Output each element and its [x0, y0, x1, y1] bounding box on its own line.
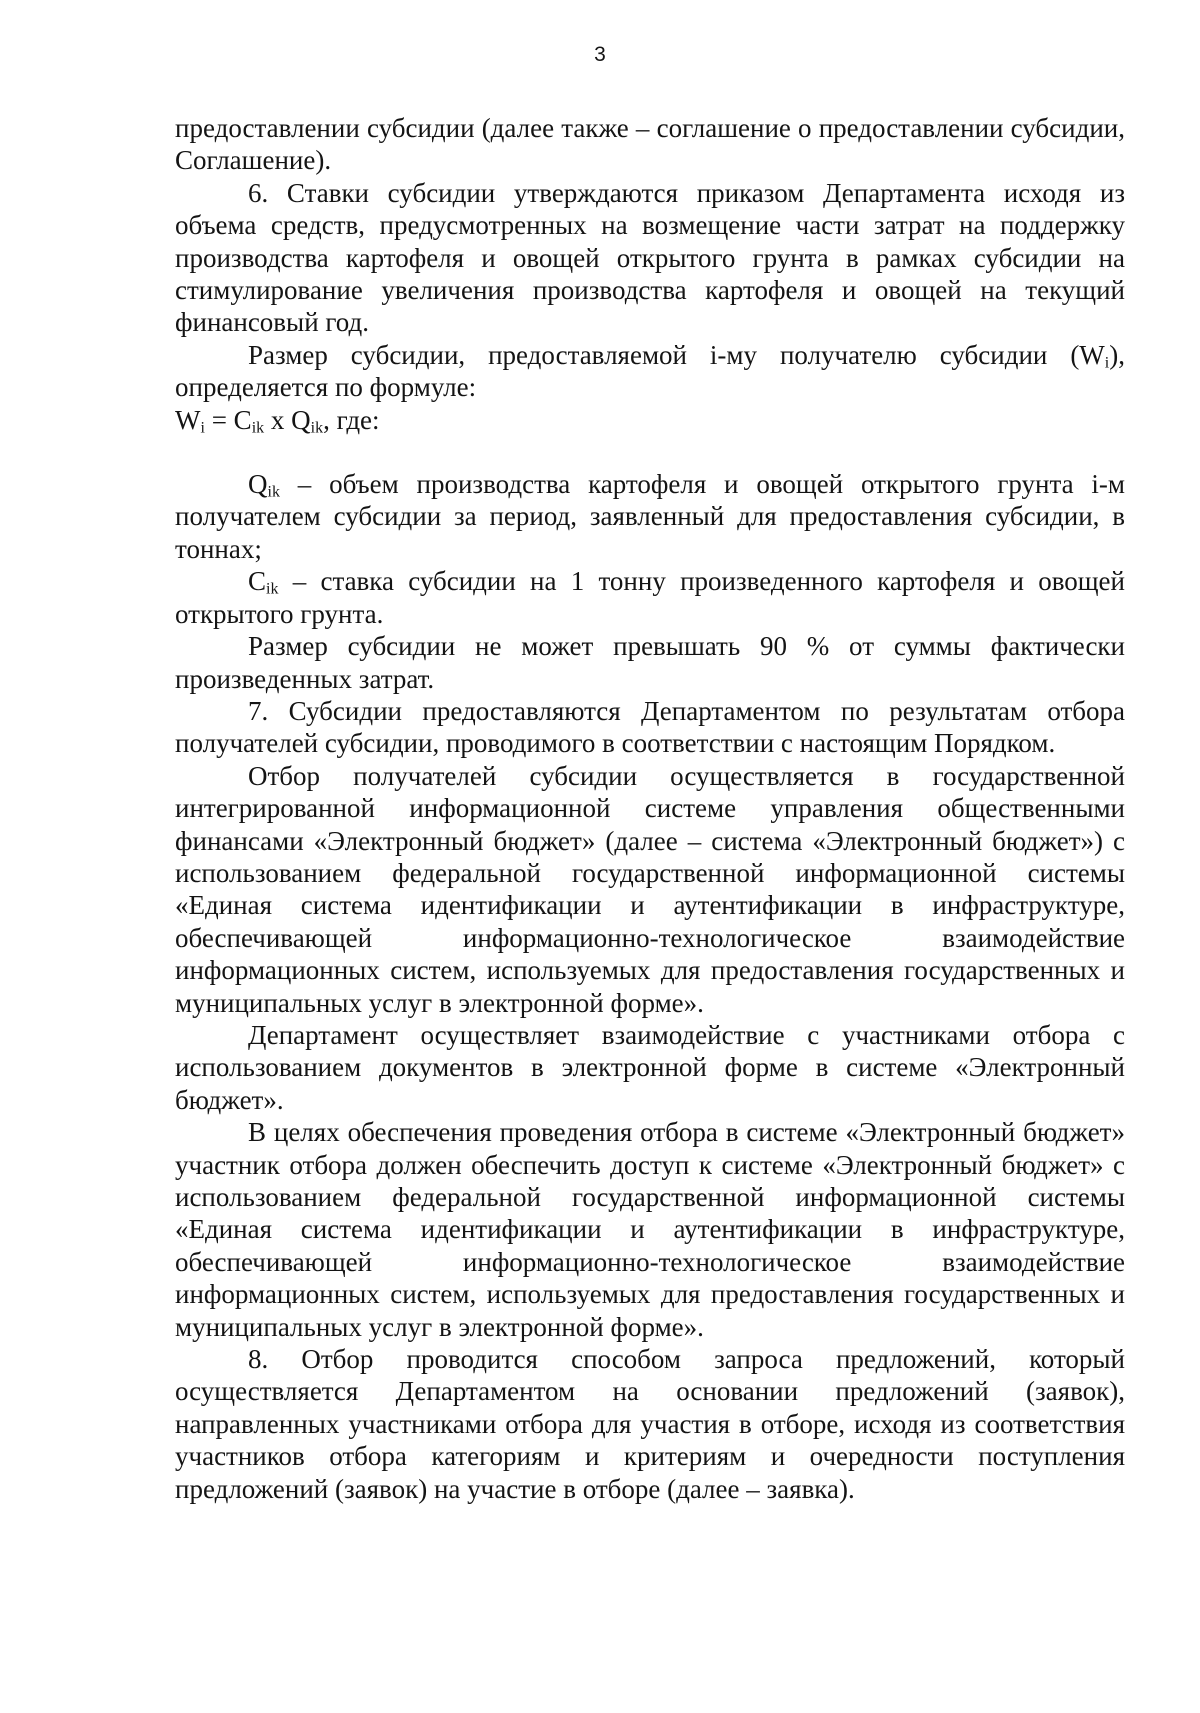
paragraph-access: В целях обеспечения проведения отбора в системе «Электронный бюджет» участник отбора должен обеспечить доступ к системе «Электронный бюджет» с использованием федеральной государственной информационной системы «Единая система идентификации и аутентификации в инфраструктуре, обеспечивающей информационно-технологическое взаимодействие информационных систем, используемых для предоставления государственных и муниципальных услуг в электронной форме».: [175, 1117, 1125, 1342]
paragraph-selection: Отбор получателей субсидии осуществляется в государственной интегрированной информационной системе управления общественными финансами «Электронный бюджет» (далее – система «Электронный бюджет») с использованием федеральной государственной информационной системы «Единая система идентификации и аутентификации в инфраструктуре, обеспечивающей информационно-технологическое взаимодействие информационных систем, используемых для предоставления государственных и муниципальных услуг в электронной форме».: [175, 760, 1125, 1018]
formula: $W_i = C_{ik}$ x $Q_{ik}$, где:: [175, 404, 380, 437]
paragraph-limit: Размер субсидии не может превышать 90 % от суммы фактически произведенных затрат.: [175, 631, 1125, 694]
paragraph-continuation: предоставлении субсидии (далее также – соглашение о предоставлении субсидии, Соглашение).: [175, 113, 1125, 176]
paragraph-interaction: Департамент осуществляет взаимодействие с участниками отбора с использованием документов в электронной форме в системе «Электронный бюджет».: [175, 1019, 1125, 1115]
page-number: 3: [594, 43, 606, 66]
subscript-i: i: [1104, 354, 1110, 372]
subsidy-size-text: Размер субсидии, предоставляемой i-му получателю субсидии (W: [248, 339, 1105, 370]
paragraph-6: 6. Ставки субсидии утверждаются приказом Департамента исходя из объема средств, предусмотренных на возмещение части затрат на поддержку производства картофеля и овощей открытого грунта в рамках субсидии на стимулирование увеличения производства картофеля и овощей на текущий финансовый год.: [175, 177, 1125, 338]
definition-cik: $C_{ik}$ – ставка субсидии на 1 тонну произведенного картофеля и овощей открытого грунта.: [175, 566, 1125, 629]
subsidy-size-text-end: ), определяется по формуле:: [175, 339, 1125, 403]
definition-qik: $Q_{ik}$ – объем производства картофеля и овощей открытого грунта i-м получателем субсидии за период, заявленный для предоставления субсидии, в тоннах;: [175, 469, 1125, 564]
paragraph-8: 8. Отбор проводится способом запроса предложений, который осуществляется Департаментом на основании предложений (заявок), направленных участниками отбора для участия в отборе, исходя из соответствия участников отбора категориям и критериям и очередности поступления предложений (заявок) на участие в отборе (далее – заявка).: [175, 1344, 1125, 1504]
paragraph-subsidy-size: [175, 339, 1125, 404]
document-body: [175, 112, 1125, 1505]
paragraph-7: 7. Субсидии предоставляются Департаментом по результатам отбора получателей субсидии, проводимого в соответствии с настоящим Порядком.: [175, 695, 1125, 759]
